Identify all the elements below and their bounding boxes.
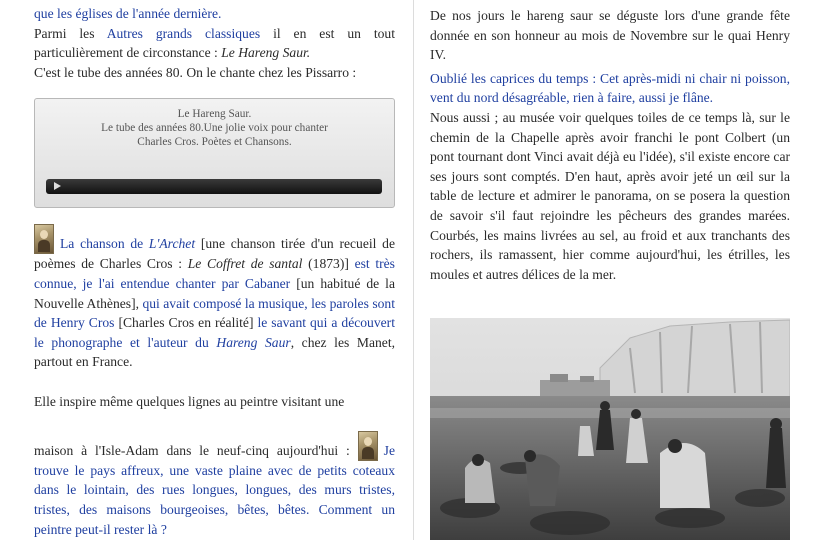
musique-link[interactable]: qui avait composé la musique, les paroles sont de Henry Cros (34, 295, 395, 331)
right-column (430, 6, 790, 284)
song-title: Le Hareng Saur. (221, 45, 311, 61)
phonographe-link[interactable]: le savant qui a découvert le phonographe et l'auteur du Hareng Saur (34, 315, 395, 350)
quote-text: : Cet après-midi ni chair ni poisson, vent du nord désagréable, rien à faire, aussi je flâne. (430, 70, 790, 106)
book-title: Le Coffret de santal (187, 256, 303, 272)
quote-link[interactable]: Je trouve le pays affreux, une vaste plaine avec de petits coteaux dans le lointain, des rues longues, longues, des murs tristes, tristes, des maisons bourgeoises, bêtes, bêtes. Comment un peintre peut-il rester là ? (34, 442, 395, 537)
text-line: que les églises de l'année dernière. (34, 6, 222, 21)
paragraph (34, 24, 395, 63)
text: Parmi les (34, 25, 107, 41)
photo-illustration (430, 318, 790, 540)
portrait-icon (34, 224, 54, 254)
player-caption (35, 99, 394, 149)
paragraph (430, 69, 790, 108)
paragraph: De nos jours le hareng saur se déguste lors d'une grande fête donnée en son honneur au mois de Novembre sur le quai Henry IV. (430, 8, 790, 63)
audio-player (34, 98, 395, 208)
portrait-icon (358, 431, 378, 461)
paragraph: Nous aussi ; au musée voir quelques toiles de ce temps là, sur le chemin de la Chapelle après avoir franchi le pont Colbert (un pont tournant dont Vinci avait déjà eu l'idée), s'il existe encore car ses jours sont comptés. D'en haut, après avoir jeté un œil sur la table de lecture et admirer le panorama, on se posera la question de savoir s'il faut rejoindre les pêcheurs des grandes marées. Courbés, les mains livrées au sel, au froid et aux tranchants des rochers, ils ramassent, hier comme aujourd'hui, les étrilles, les moules et autres délices de la mer. (430, 109, 790, 282)
player-controls-bar[interactable] (46, 179, 382, 194)
play-icon[interactable] (54, 182, 61, 190)
cabaner-link[interactable]: est très connue, je l'ai entendue chanter par Cabaner (34, 256, 395, 291)
text: il en est un tout particulièrement de circonstance : (34, 25, 395, 61)
player-caption-line: Le tube des années 80.Une jolie voix pour chanter (101, 122, 328, 135)
autres-grands-classiques-link[interactable]: Autres grands classiques (106, 25, 261, 41)
text: [une chanson tirée d'un recueil de poèmes de Charles Cros : (34, 236, 395, 272)
paragraph (34, 431, 395, 539)
player-caption-line: Charles Cros. Poètes et Chansons. (137, 136, 292, 149)
paragraph (34, 224, 395, 372)
beach-photo (430, 318, 790, 540)
left-column (34, 4, 395, 539)
caprices-du-temps-link[interactable]: Oublié les caprices du temps (430, 70, 589, 86)
chanson-link[interactable]: La chanson de L'Archet (60, 236, 196, 252)
text: (1873)] (302, 256, 355, 272)
text: [Charles Cros en réalité] (114, 315, 258, 331)
paragraph: Elle inspire même quelques lignes au peintre visitant une (34, 393, 345, 409)
column-divider (413, 0, 414, 540)
player-caption-line: Le Hareng Saur. (177, 108, 252, 121)
text: , chez les Manet, partout en France. (34, 334, 396, 370)
text: maison à l'Isle-Adam dans le neuf-cinq aujourd'hui : (34, 442, 358, 458)
text: [un habitué de la Nouvelle Athènes], (34, 275, 395, 311)
paragraph: C'est le tube des années 80. On le chante chez les Pissarro : (34, 64, 357, 80)
